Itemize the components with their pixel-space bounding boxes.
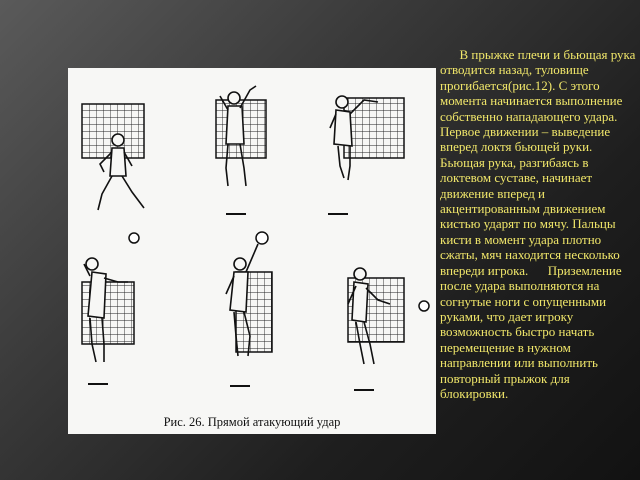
frame-2-jump [216, 86, 266, 214]
frame-6-landing [348, 268, 429, 390]
ball-icon [256, 232, 268, 244]
attack-illustration [68, 68, 436, 434]
volleyball-net-icon [344, 98, 404, 158]
frame-4-reach [82, 258, 134, 384]
attack-technique-figure [68, 68, 436, 434]
ball-icon [129, 233, 139, 243]
ball-icon [419, 301, 429, 311]
frame-3-swing [328, 96, 404, 214]
frame-1-approach [82, 104, 144, 243]
body-text: В прыжке плечи и бьющая рука отводится назад, туловище прогибается(рис.12). С этого момента начинается выполнение собственно нападающего удара. Первое движении – выведение вперед локтя бьющей руки. Бьющая рука, разгибаясь в локтевом суставе, начинает движение вперед и акцентированным движением кистью ударят по мячу. Пальцы кисти в момент удара плотно сжаты, мяч находится несколько впереди игрока. Приземление после удара выполняются на согнутые ноги с опущенными руками, что дает игроку возможность быстро начать перемещение в нужном направлении или выполнить повторный прыжок для блокировки. [440, 47, 639, 401]
frame-5-hit [226, 232, 272, 386]
figure-caption: Рис. 26. Прямой атакующий удар [163, 415, 341, 429]
